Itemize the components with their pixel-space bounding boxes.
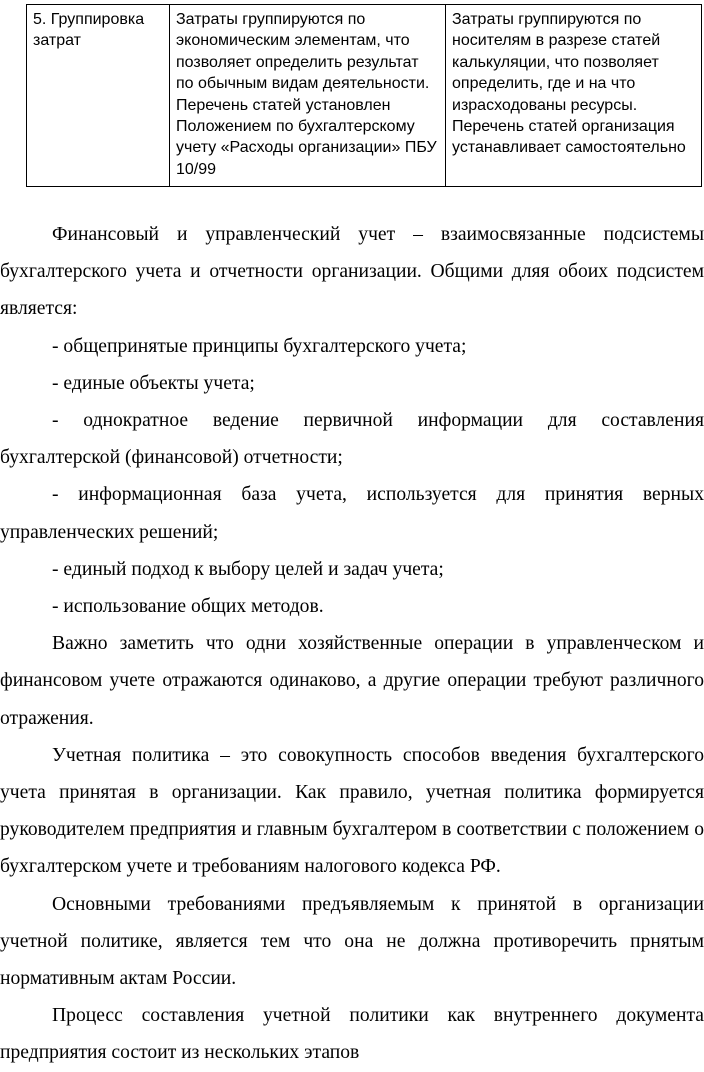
table-row	[27, 5, 702, 187]
paragraph-operations: Важно заметить что одни хозяйственные операции в управленческом и финансовом учете отражаются одинаково, а другие операции требуют различного отражения.	[0, 633, 704, 729]
body-text	[0, 216, 704, 1072]
list-item: - однократное ведение первичной информации для составления бухгалтерской (финансовой) отчетности;	[0, 410, 704, 469]
list-item: - информационная база учета, используется для принятия верных управленческих решений;	[0, 484, 704, 543]
paragraph-process: Процесс составления учетной политики как внутреннего документа предприятия состоит из нескольких этапов	[0, 1005, 704, 1064]
list-item: - использование общих методов.	[52, 596, 324, 618]
table-cell-management: Затраты группируются по носителям в разрезе статей калькуляции, что позволяет определить, где и на что израсходованы ресурсы. Перечень статей организация устанавливает самостоятельно	[446, 5, 702, 187]
list-item: - единый подход к выбору целей и задач учета;	[52, 558, 444, 580]
paragraph-requirements: Основными требованиями предъявляемым к принятой в организации учетной политике, является тем что она не должна противоречить прнятым нормативным актам России.	[0, 893, 704, 990]
table-cell-label: 5. Группировка затрат	[27, 5, 170, 187]
comparison-table	[26, 4, 702, 187]
list-item: - единые объекты учета;	[52, 372, 255, 394]
intro-paragraph: Финансовый и управленческий учет – взаимосвязанные подсистемы бухгалтерского учета и отчетности организации. Общими дляя обоих подсистем является:	[0, 224, 704, 320]
paragraph-accounting-policy: Учетная политика – это совокупность способов введения бухгалтерского учета принятая в организации. Как правило, учетная политика формируется руководителем предприятия и главным бухгалтером в соответствии с положением о бухгалтерском учете и требованиям налогового кодекса РФ.	[0, 744, 704, 878]
list-item: - общепринятые принципы бухгалтерского учета;	[52, 335, 467, 357]
table-cell-financial: Затраты группируются по экономическим элементам, что позволяет определить результат по обычным видам деятельности. Перечень статей установлен Положением по бухгалтерскому учету «Расходы организации» ПБУ 10/99	[170, 5, 446, 187]
